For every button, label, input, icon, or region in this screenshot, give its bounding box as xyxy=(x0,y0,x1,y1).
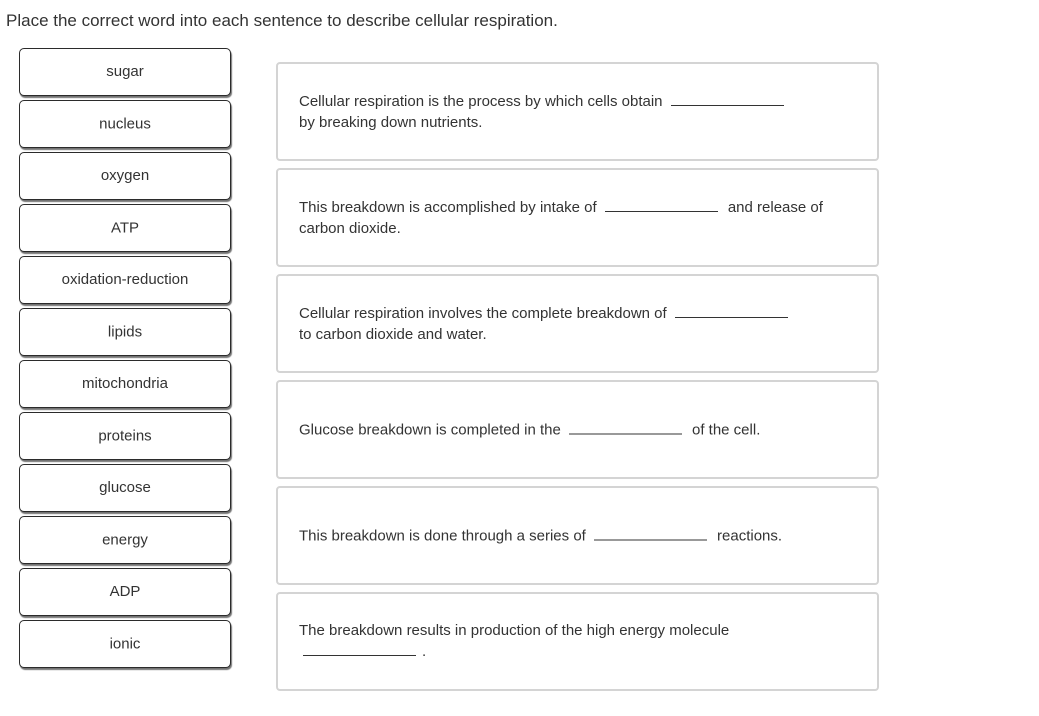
instruction-text: Place the correct word into each sentence to describe cellular respiration. xyxy=(6,11,558,30)
word-tile-label: sugar xyxy=(106,63,144,80)
sentence-before: The breakdown results in production of the high energy molecule xyxy=(299,622,730,639)
sentence-box-5 xyxy=(276,486,879,585)
word-tile-oxidation-reduction[interactable] xyxy=(19,256,231,304)
word-tile-label: mitochondria xyxy=(82,375,168,392)
sentence-box-3 xyxy=(276,274,879,373)
sentence-text xyxy=(299,525,857,546)
word-tile-mitochondria[interactable] xyxy=(19,360,231,408)
sentence-after: by breaking down nutrients. xyxy=(299,113,483,131)
word-tile-atp[interactable] xyxy=(19,204,231,252)
sentence-before: Cellular respiration is the process by which cells obtain xyxy=(299,92,663,110)
sentence-after: reactions. xyxy=(717,527,783,544)
word-tile-label: energy xyxy=(102,531,148,549)
drop-target-blank-3[interactable] xyxy=(675,305,788,318)
sentence-box-4 xyxy=(276,380,879,479)
word-tile-glucose[interactable] xyxy=(19,464,231,512)
word-tile-nucleus[interactable] xyxy=(19,100,231,148)
drop-target-blank-2[interactable] xyxy=(605,199,718,212)
sentence-list xyxy=(276,62,879,698)
sentence-before: Cellular respiration involves the complete breakdown of xyxy=(299,304,667,322)
word-tile-label: ionic xyxy=(109,635,141,653)
word-tile-ionic[interactable] xyxy=(19,620,231,668)
word-tile-label: ATP xyxy=(110,219,140,237)
sentence-text xyxy=(299,303,857,345)
word-tile-proteins[interactable] xyxy=(19,412,231,460)
word-tile-label: ADP xyxy=(109,583,141,600)
sentence-before: This breakdown is done through a series of xyxy=(299,527,586,544)
sentence-text xyxy=(299,620,857,662)
word-tile-label: proteins xyxy=(98,427,152,445)
sentence-after: to carbon dioxide and water. xyxy=(299,325,487,343)
word-tile-adp[interactable] xyxy=(19,568,231,616)
word-tile-label: oxidation-reduction xyxy=(61,271,189,288)
sentence-after: and release of carbon dioxide. xyxy=(299,198,823,237)
sentence-text xyxy=(299,197,857,239)
drop-target-blank-4[interactable] xyxy=(569,421,682,434)
word-tile-lipids[interactable] xyxy=(19,308,231,356)
word-tile-oxygen[interactable] xyxy=(19,152,231,200)
drop-target-blank-6[interactable] xyxy=(303,643,416,656)
word-bank xyxy=(19,48,233,672)
word-tile-label: glucose xyxy=(99,479,151,496)
word-tile-label: lipids xyxy=(107,323,143,341)
sentence-text xyxy=(299,91,857,133)
sentence-after: . xyxy=(422,643,427,660)
sentence-box-1 xyxy=(276,62,879,161)
sentence-text xyxy=(299,419,857,440)
sentence-after: of the cell. xyxy=(691,421,761,438)
word-tile-sugar[interactable] xyxy=(19,48,231,96)
sentence-box-2 xyxy=(276,168,879,267)
drop-target-blank-5[interactable] xyxy=(594,527,707,540)
word-tile-label: nucleus xyxy=(99,115,151,133)
word-tile-label: oxygen xyxy=(100,167,150,184)
sentence-box-6 xyxy=(276,592,879,691)
sentence-before: Glucose breakdown is completed in the xyxy=(299,421,561,438)
word-tile-energy[interactable] xyxy=(19,516,231,564)
drop-target-blank-1[interactable] xyxy=(671,93,784,106)
sentence-before: This breakdown is accomplished by intake of xyxy=(299,198,597,216)
